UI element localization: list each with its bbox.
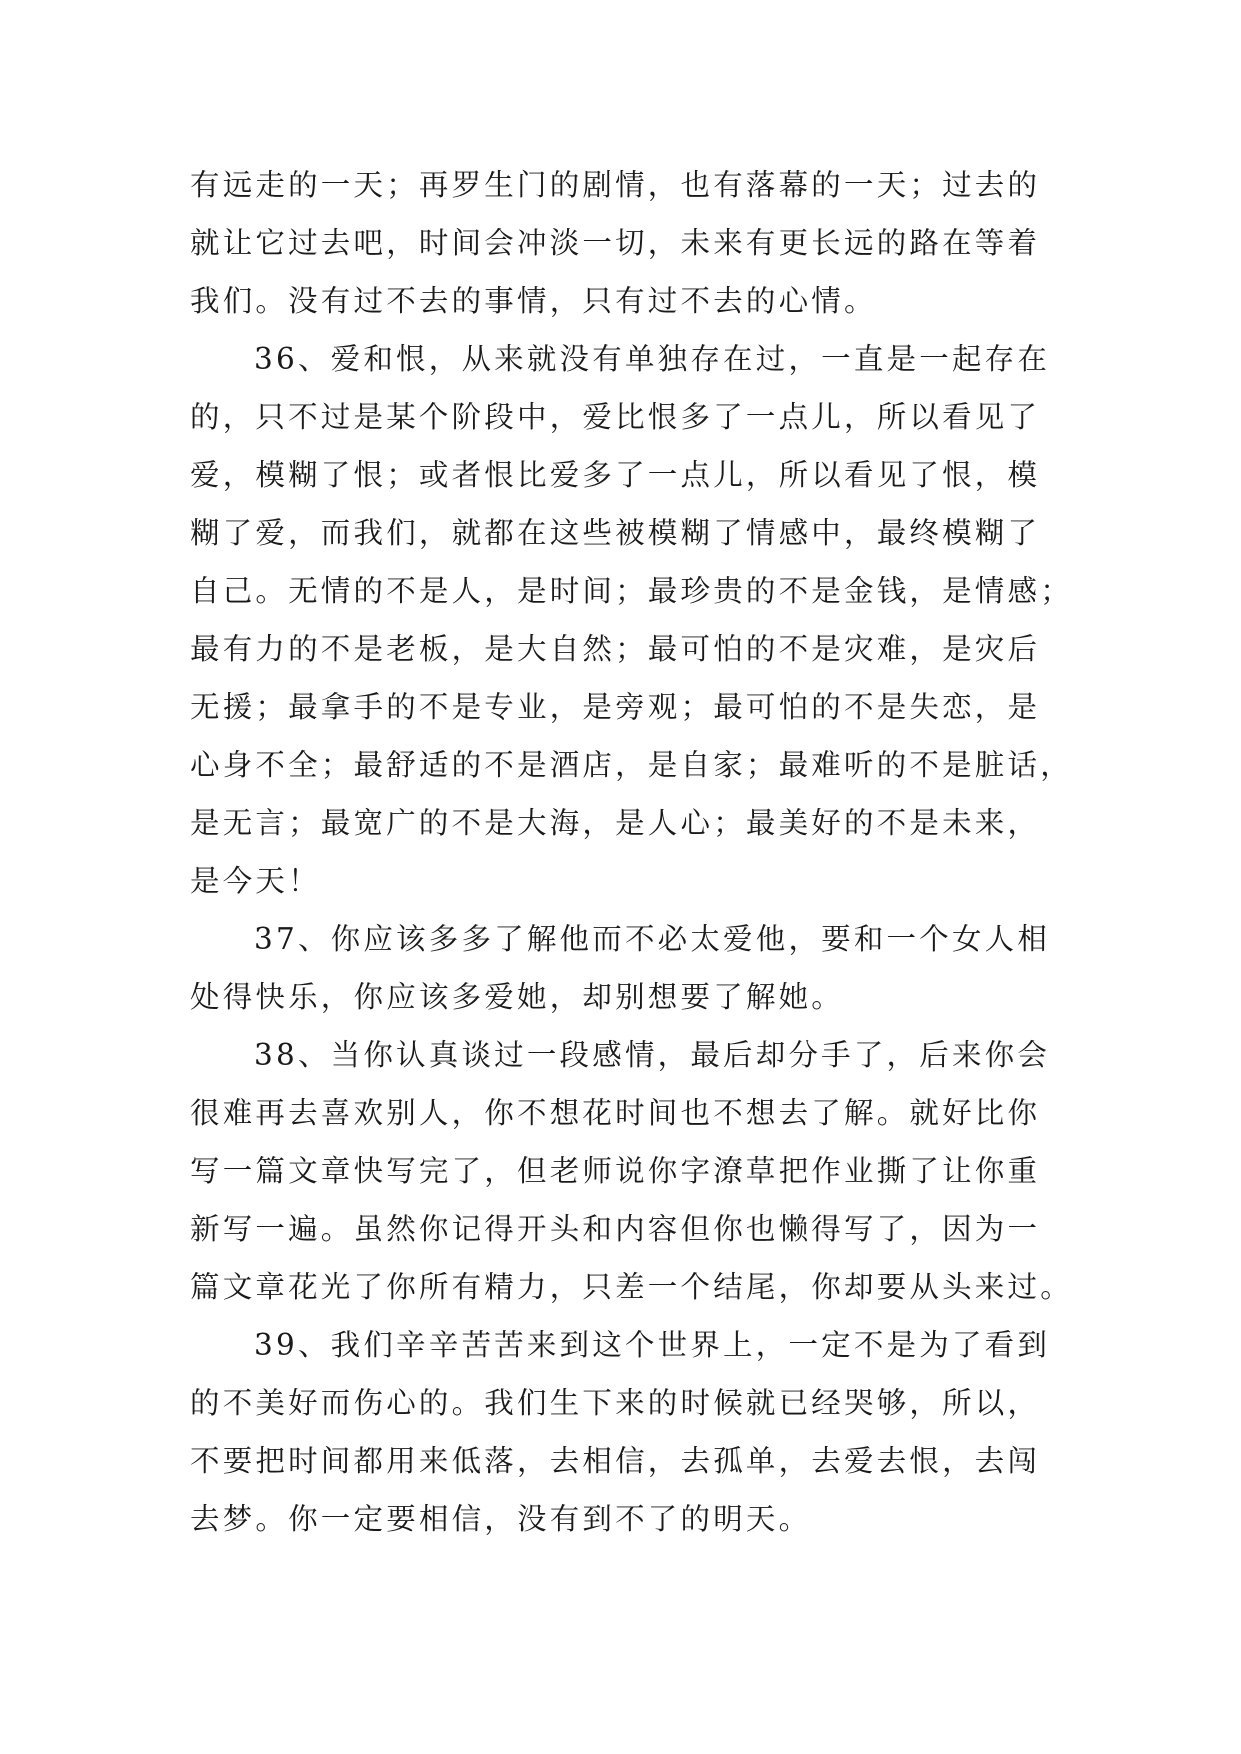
text-line: 是今天！: [190, 864, 321, 898]
text-line: 很难再去喜欢别人，你不想花时间也不想去了解。就好比你: [190, 1096, 1041, 1130]
text-line: 最有力的不是老板，是大自然；最可怕的不是灾难，是灾后: [190, 632, 1041, 666]
text-line: 处得快乐，你应该多爱她，却别想要了解她。: [190, 980, 845, 1014]
text-line: 去梦。你一定要相信，没有到不了的明天。: [190, 1502, 812, 1536]
text-line: 的，只不过是某个阶段中，爱比恨多了一点儿，所以看见了: [190, 400, 1041, 434]
text-line: 不要把时间都用来低落，去相信，去孤单，去爱去恨，去闯: [190, 1444, 1041, 1478]
paragraph-37-first-line: 37、你应该多多了解他而不必太爱他，要和一个女人相: [254, 922, 1051, 956]
text-line: 自己。无情的不是人，是时间；最珍贵的不是金钱，是情感；: [190, 574, 1073, 608]
paragraph-36-first-line: 36、爱和恨，从来就没有单独存在过，一直是一起存在: [254, 342, 1051, 376]
body-text: [190, 156, 1073, 1548]
text-line: 篇文章花光了你所有精力，只差一个结尾，你却要从头来过。: [190, 1270, 1073, 1304]
text-line: 就让它过去吧，时间会冲淡一切，未来有更长远的路在等着: [190, 226, 1041, 260]
text-line: 糊了爱，而我们，就都在这些被模糊了情感中，最终模糊了: [190, 516, 1041, 550]
text-line: 写一篇文章快写完了，但老师说你字潦草把作业撕了让你重: [190, 1154, 1041, 1188]
text-line: 无援；最拿手的不是专业，是旁观；最可怕的不是失恋，是: [190, 690, 1041, 724]
text-line: 心身不全；最舒适的不是酒店，是自家；最难听的不是脏话，: [190, 748, 1073, 782]
text-line: 有远走的一天；再罗生门的剧情，也有落幕的一天；过去的: [190, 168, 1041, 202]
text-line: 我们。没有过不去的事情，只有过不去的心情。: [190, 284, 877, 318]
text-line: 爱，模糊了恨；或者恨比爱多了一点儿，所以看见了恨，模: [190, 458, 1041, 492]
paragraph-39-first-line: 39、我们辛辛苦苦来到这个世界上，一定不是为了看到: [254, 1328, 1051, 1362]
paragraph-38-first-line: 38、当你认真谈过一段感情，最后却分手了，后来你会: [254, 1038, 1051, 1072]
text-line: 是无言；最宽广的不是大海，是人心；最美好的不是未来，: [190, 806, 1041, 840]
text-line: 新写一遍。虽然你记得开头和内容但你也懒得写了，因为一: [190, 1212, 1041, 1246]
text-line: 的不美好而伤心的。我们生下来的时候就已经哭够，所以，: [190, 1386, 1041, 1420]
